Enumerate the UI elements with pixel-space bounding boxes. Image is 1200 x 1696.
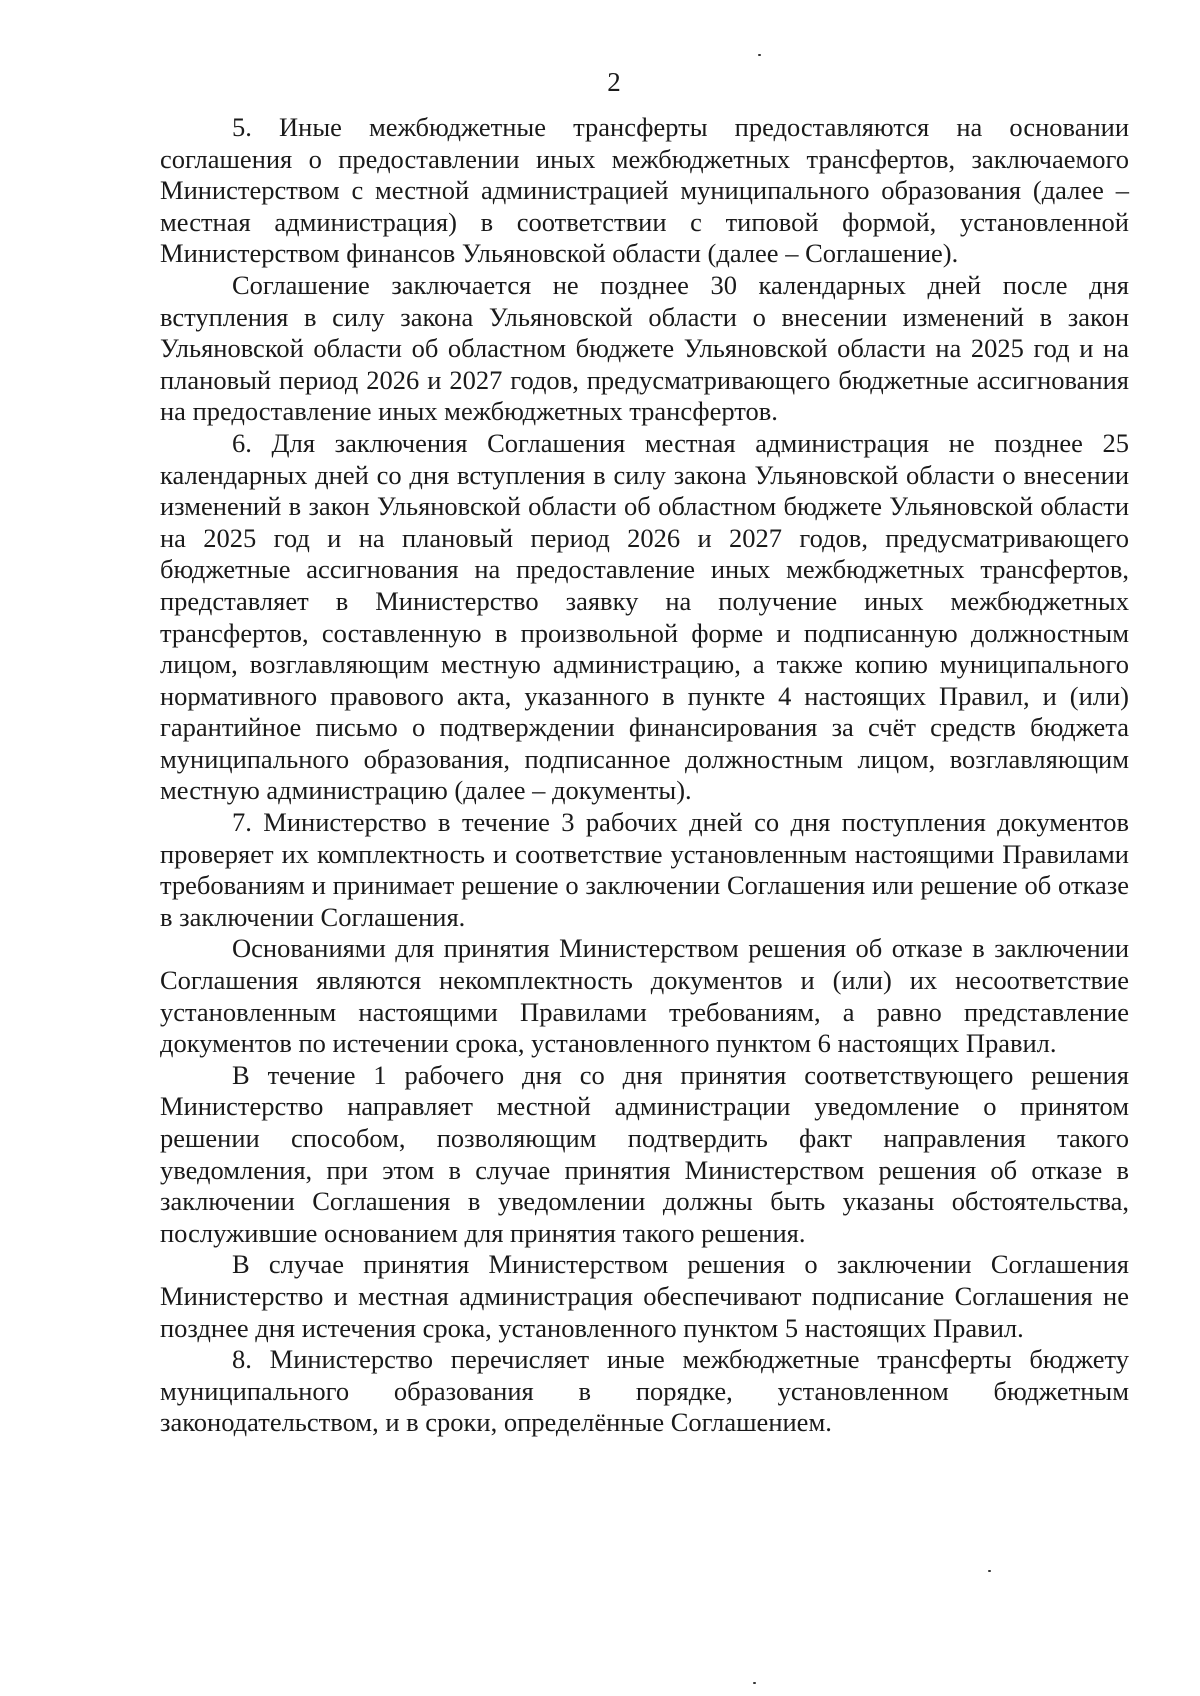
- scan-speck: [988, 1570, 991, 1572]
- paragraph-clause-7: 7. Министерство в течение 3 рабочих дней со дня поступления документов проверяет их комплектность и соответствие установленным настоящими Правилами требованиям и принимает решение о заключении Соглашения или решение об отказе в заключении Соглашения.: [160, 807, 1129, 932]
- paragraph-clause-8: 8. Министерство перечисляет иные межбюджетные трансферты бюджету муниципального образования в порядке, установленном бюджетным законодательством, и в сроки, определённые Соглашением.: [160, 1344, 1129, 1438]
- paragraph-clause-6: 6. Для заключения Соглашения местная администрация не позднее 25 календарных дней со дня вступления в силу закона Ульяновской области о внесении изменений в закон Ульяновской области об областном бюджете Ульяновской области на 2025 год и на плановый период 2026 и 2027 годов, предусматривающего бюджетные ассигнования на предоставление иных межбюджетных трансфертов, представляет в Министерство заявку на получение иных межбюджетных трансфертов, составленную в произвольной форме и подписанную должностным лицом, возглавляющим местную администрацию, а также копию муниципального нормативного правового акта, указанного в пункте 4 настоящих Правил, и (или) гарантийное письмо о подтверждении финансирования за счёт средств бюджета муниципального образования, подписанное должностным лицом, возглавляющим местную администрацию (далее – документы).: [160, 427, 1129, 806]
- scan-speck: [753, 1682, 756, 1684]
- page-number: 2: [607, 67, 621, 97]
- scan-speck: [758, 54, 761, 56]
- document-body: [160, 112, 1129, 1439]
- paragraph-clause-5: 5. Иные межбюджетные трансферты предоставляются на основании соглашения о предоставлении иных межбюджетных трансфертов, заключаемого Министерством с местной администрацией муниципального образования (далее – местная администрация) в соответствии с типовой формой, установленной Министерством финансов Ульяновской области (далее – Соглашение).: [160, 112, 1129, 269]
- paragraph-notification: В течение 1 рабочего дня со дня принятия соответствующего решения Министерство направляет местной администрации уведомление о принятом решении способом, позволяющим подтвердить факт направления такого уведомления, при этом в случае принятия Министерством решения об отказе в заключении Соглашения в уведомлении должны быть указаны обстоятельства, послужившие основанием для принятия такого решения.: [160, 1059, 1129, 1248]
- paragraph-signing: В случае принятия Министерством решения о заключении Соглашения Министерство и местная администрация обеспечивают подписание Соглашения не позднее дня истечения срока, установленного пунктом 5 настоящих Правил.: [160, 1249, 1129, 1343]
- paragraph-refusal-grounds: Основаниями для принятия Министерством решения об отказе в заключении Соглашения являются некомплектность документов и (или) их несоответствие установленным настоящими Правилами требованиям, а равно представление документов по истечении срока, установленного пунктом 6 настоящих Правил.: [160, 933, 1129, 1059]
- paragraph-agreement-deadline: Соглашение заключается не позднее 30 календарных дней после дня вступления в силу закона Ульяновской области о внесении изменений в закон Ульяновской области об областном бюджете Ульяновской области на 2025 год и на плановый период 2026 и 2027 годов, предусматривающего бюджетные ассигнования на предоставление иных межбюджетных трансфертов.: [160, 269, 1129, 427]
